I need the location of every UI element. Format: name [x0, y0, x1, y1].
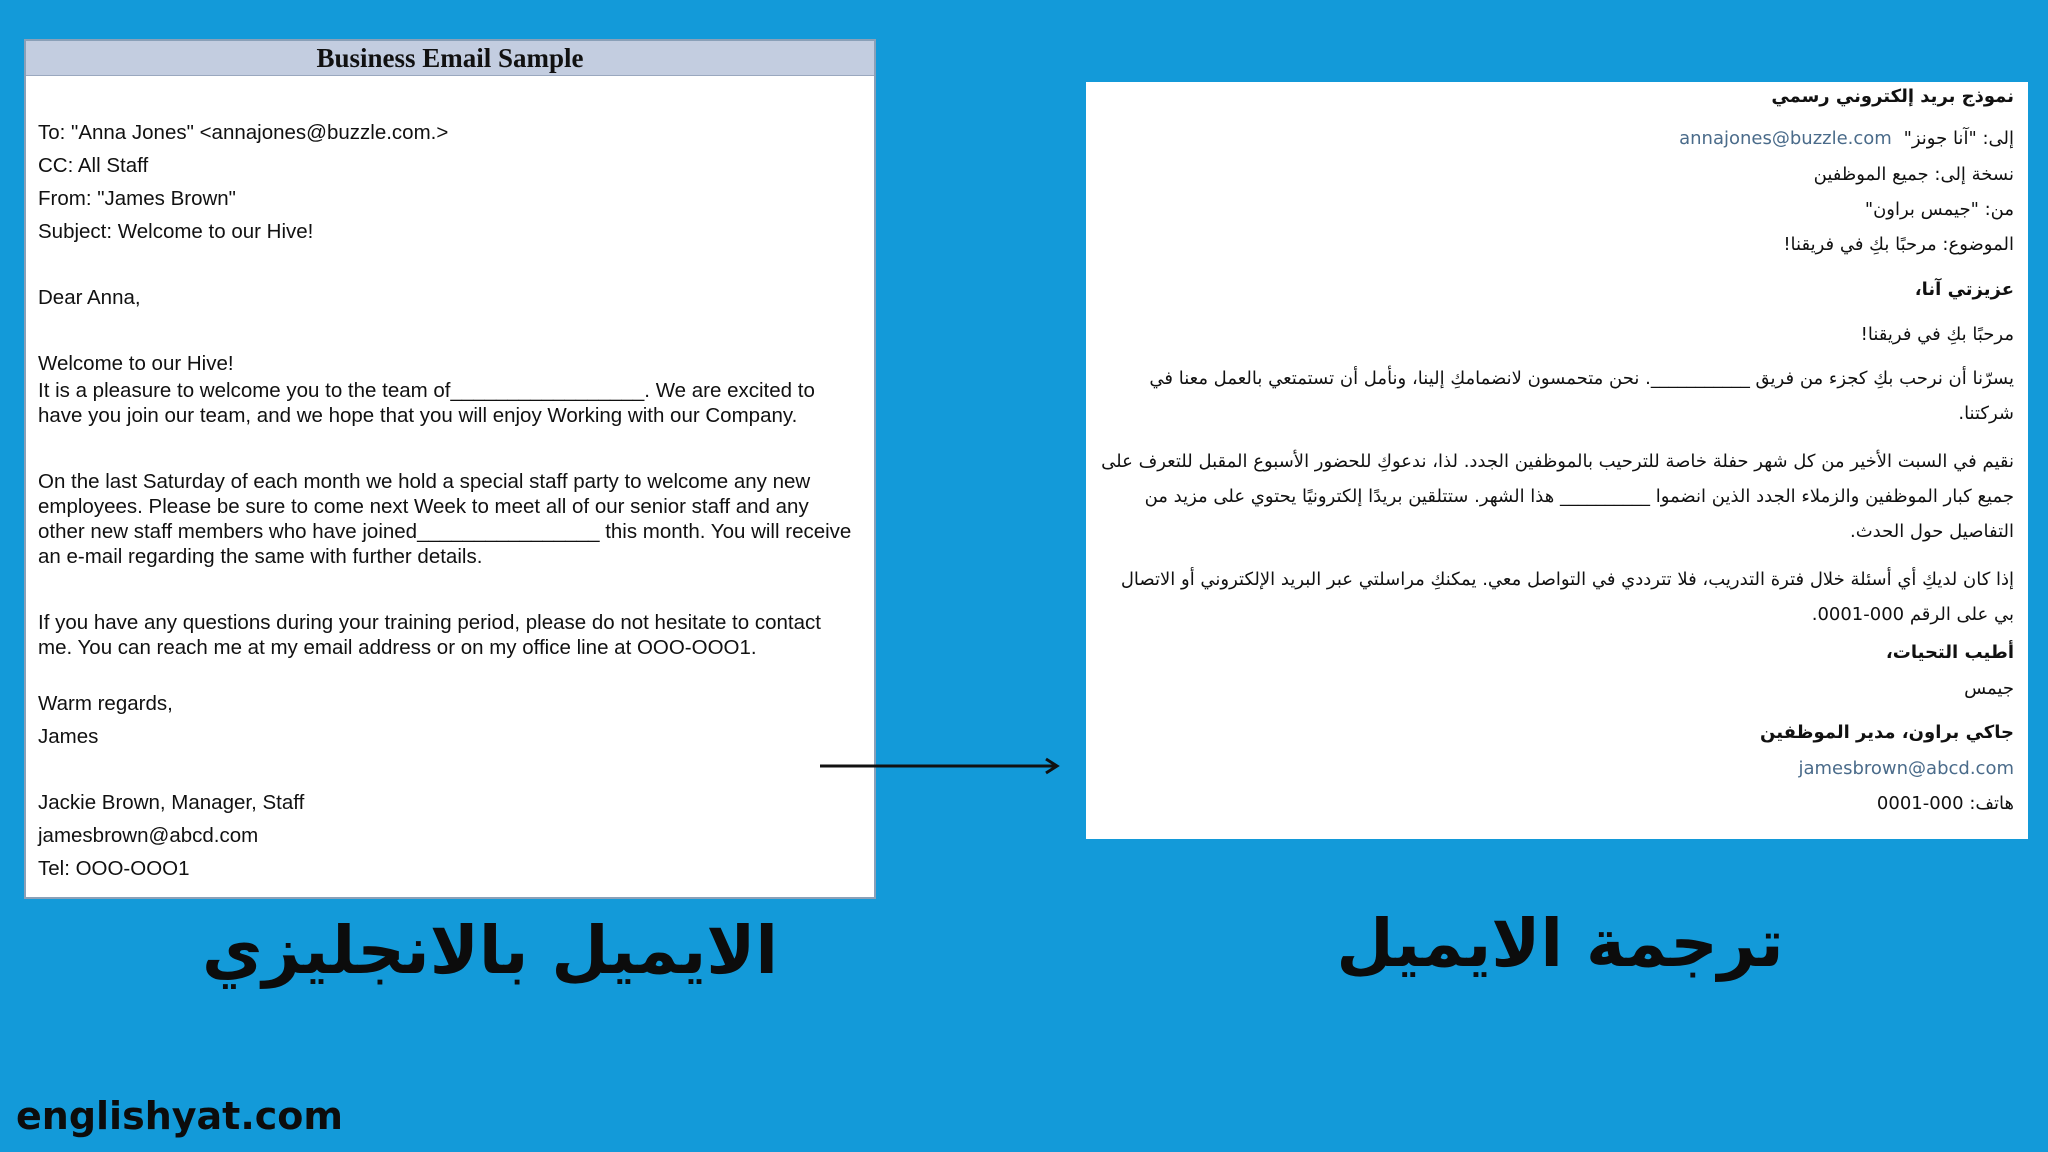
email-sender-name: James: [38, 725, 99, 748]
email-signature: Jackie Brown, Manager, Staff: [38, 791, 305, 814]
english-email-body: [26, 76, 874, 885]
arabic-email-panel: [1086, 82, 2028, 839]
email-greeting: Dear Anna,: [38, 286, 141, 309]
email-to-line: To: "Anna Jones" <annajones@buzzle.com.>: [38, 121, 449, 144]
arabic-telephone: هاتف: 000-0001: [1876, 793, 2014, 814]
site-watermark: englishyat.com: [16, 1094, 343, 1138]
arabic-signature: جاكي براون، مدير الموظفين: [1760, 722, 2014, 743]
arabic-paragraph-1: يسرّنا أن نرحب بكِ كجزء من فريق ___________. نحن متحمسون لانضمامكِ إلينا، ونأمل أن تستمتعي بالعمل معنا في شركتنا.: [1149, 368, 2014, 424]
english-email-panel: [24, 39, 876, 899]
email-from-line: From: "James Brown": [38, 187, 236, 210]
arabic-to-label: إلى: "آنا جونز": [1903, 128, 2014, 149]
email-subject-line: Subject: Welcome to our Hive!: [38, 220, 314, 243]
english-email-caption: الايميل بالانجليزي: [201, 912, 779, 989]
arabic-closing: أطيب التحيات،: [1885, 642, 2014, 663]
english-email-title: Business Email Sample: [26, 41, 874, 76]
email-telephone: Tel: OOO-OOO1: [38, 857, 190, 880]
arabic-greeting: عزيزتي آنا،: [1914, 279, 2014, 300]
email-sender-address: jamesbrown@abcd.com: [38, 824, 259, 847]
email-paragraph-2: On the last Saturday of each month we hold a special staff party to welcome any new employees. Please be sure to come next Week to meet all of our senior staff and any other new staff members who have joined________________ this month. You will receive an e-mail regarding the same with further details.: [38, 470, 852, 568]
arrow-right-icon: [820, 756, 1060, 776]
arabic-welcome-line: مرحبًا بكِ في فريقنا!: [1860, 324, 2014, 345]
email-welcome-line: Welcome to our Hive!: [38, 352, 234, 375]
arabic-paragraph-2: نقيم في السبت الأخير من كل شهر حفلة خاصة للترحيب بالموظفين الجدد. لذا، ندعوكِ للحضور الأسبوع المقبل للتعرف على جميع كبار الموظفين والزملاء الجدد الذين انضموا __________ هذا الشهر. ستتلقين بريدًا إلكترونيًا يحتوي على مزيد من التفاصيل حول الحدث.: [1101, 451, 2014, 542]
email-paragraph-3: If you have any questions during your training period, please do not hesitate to contact me. You can reach me at my email address or on my office line at OOO-OOO1.: [38, 611, 821, 659]
email-closing: Warm regards,: [38, 692, 173, 715]
arabic-to-email: annajones@buzzle.com: [1679, 128, 1892, 149]
arabic-from-line: من: "جيمس براون": [1864, 199, 2014, 220]
arabic-paragraph-3: إذا كان لديكِ أي أسئلة خلال فترة التدريب، فلا تترددي في التواصل معي. يمكنكِ مراسلتي عبر البريد الإلكتروني أو الاتصال بي على الرقم 000-0001.: [1120, 569, 2014, 625]
arabic-email-title: نموذج بريد إلكتروني رسمي: [1771, 86, 2014, 107]
arabic-subject-line: الموضوع: مرحبًا بكِ في فريقنا!: [1783, 234, 2014, 255]
email-cc-line: CC: All Staff: [38, 154, 149, 177]
arabic-sender-address: jamesbrown@abcd.com: [1798, 758, 2014, 779]
arabic-to-line: [1098, 128, 2014, 149]
email-paragraph-1: It is a pleasure to welcome you to the team of_________________. We are excited to have you join our team, and we hope that you will enjoy Working with our Company.: [38, 379, 815, 427]
arabic-cc-line: نسخة إلى: جميع الموظفين: [1813, 164, 2014, 185]
arabic-sender-name: جيمس: [1964, 678, 2014, 699]
arabic-email-caption: ترجمة الايميل: [1336, 905, 1784, 982]
